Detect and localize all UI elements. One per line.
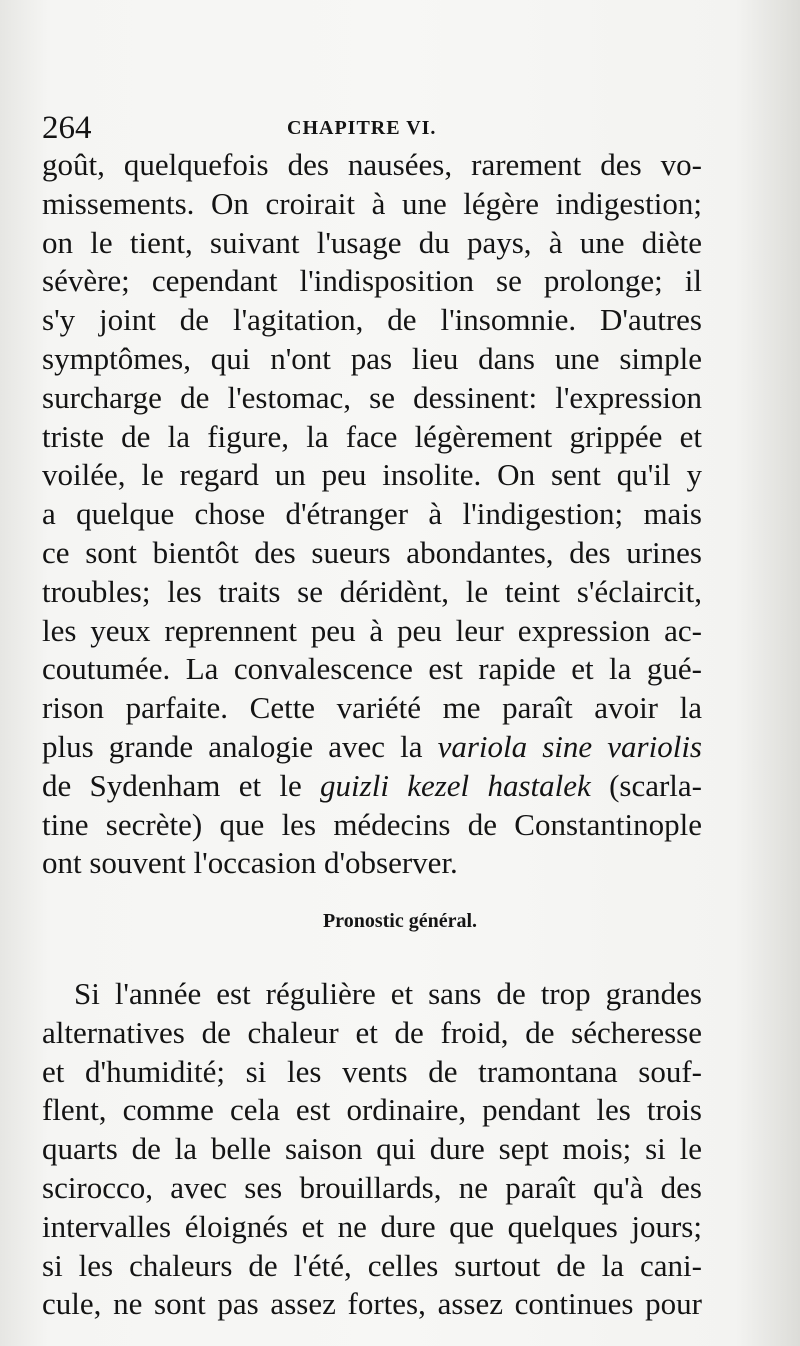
page-number: 264 <box>42 110 92 146</box>
text-line: les yeux reprennent peu à peu leur expression ac- <box>42 612 702 648</box>
text-line: goût, quelquefois des nausées, rarement des vo- <box>42 147 702 182</box>
text-line: voilée, le regard un peu insolite. On sent qu'il y <box>42 457 702 493</box>
text-line: a quelque chose d'étranger à l'indigestion; mais <box>42 496 702 532</box>
text-run: de Sydenham et le <box>42 767 321 803</box>
text-line: sévère; cependant l'indisposition se prolonge; il <box>42 263 702 299</box>
text-line: Si l'année est régulière et sans de trop grandes <box>74 976 702 1011</box>
text-line: tine secrète) que les médecins de Constantinople <box>42 806 702 842</box>
text-line: scirocco, avec ses brouillards, ne paraît qu'à des <box>42 1169 702 1205</box>
text-line: alternatives de chaleur et de froid, de sécheresse <box>42 1014 702 1050</box>
text-line <box>42 767 702 806</box>
text-line: flent, comme cela est ordinaire, pendant les trois <box>42 1092 702 1128</box>
text-line: troubles; les traits se déridènt, le teint s'éclaircit, <box>42 573 702 609</box>
text-line: rison parfaite. Cette variété me paraît avoir la <box>42 690 702 726</box>
italic-term: variola sine variolis <box>437 728 702 764</box>
paragraph-2 <box>42 975 702 1324</box>
text-line: triste de la figure, la face légèrement grippée et <box>42 418 702 454</box>
text-line: symptômes, qui n'ont pas lieu dans une simple <box>42 340 702 376</box>
text-line: missements. On croirait à une légère indigestion; <box>42 185 702 221</box>
section-heading: Pronostic général. <box>322 910 478 932</box>
text-line: cule, ne sont pas assez fortes, assez continues pour <box>42 1286 702 1322</box>
page-header <box>42 108 702 148</box>
text-line: intervalles éloignés et ne dure que quelques jours; <box>42 1208 702 1244</box>
text-line: quarts de la belle saison qui dure sept mois; si le <box>42 1131 702 1167</box>
text-line: surcharge de l'estomac, se dessinent: l'expression <box>42 379 702 415</box>
text-line: et d'humidité; si les vents de tramontana souf- <box>42 1053 702 1089</box>
paragraph-1 <box>42 146 702 883</box>
text-line: si les chaleurs de l'été, celles surtout de la cani- <box>42 1247 702 1283</box>
text-line: coutumée. La convalescence est rapide et la gué- <box>42 651 702 687</box>
text-run: (scarla- <box>590 767 702 803</box>
text-line: s'y joint de l'agitation, de l'insomnie. D'autres <box>42 302 702 338</box>
text-run: plus grande analogie avec la <box>42 728 438 764</box>
text-line: ont souvent l'occasion d'observer. <box>42 845 458 881</box>
italic-term: guizli kezel hastalek <box>320 767 591 803</box>
running-title: CHAPITRE VI. <box>287 117 437 139</box>
text-line: on le tient, suivant l'usage du pays, à une diète <box>42 224 702 260</box>
text-line: ce sont bientôt des sueurs abondantes, des urines <box>42 534 702 570</box>
text-line <box>42 728 702 767</box>
